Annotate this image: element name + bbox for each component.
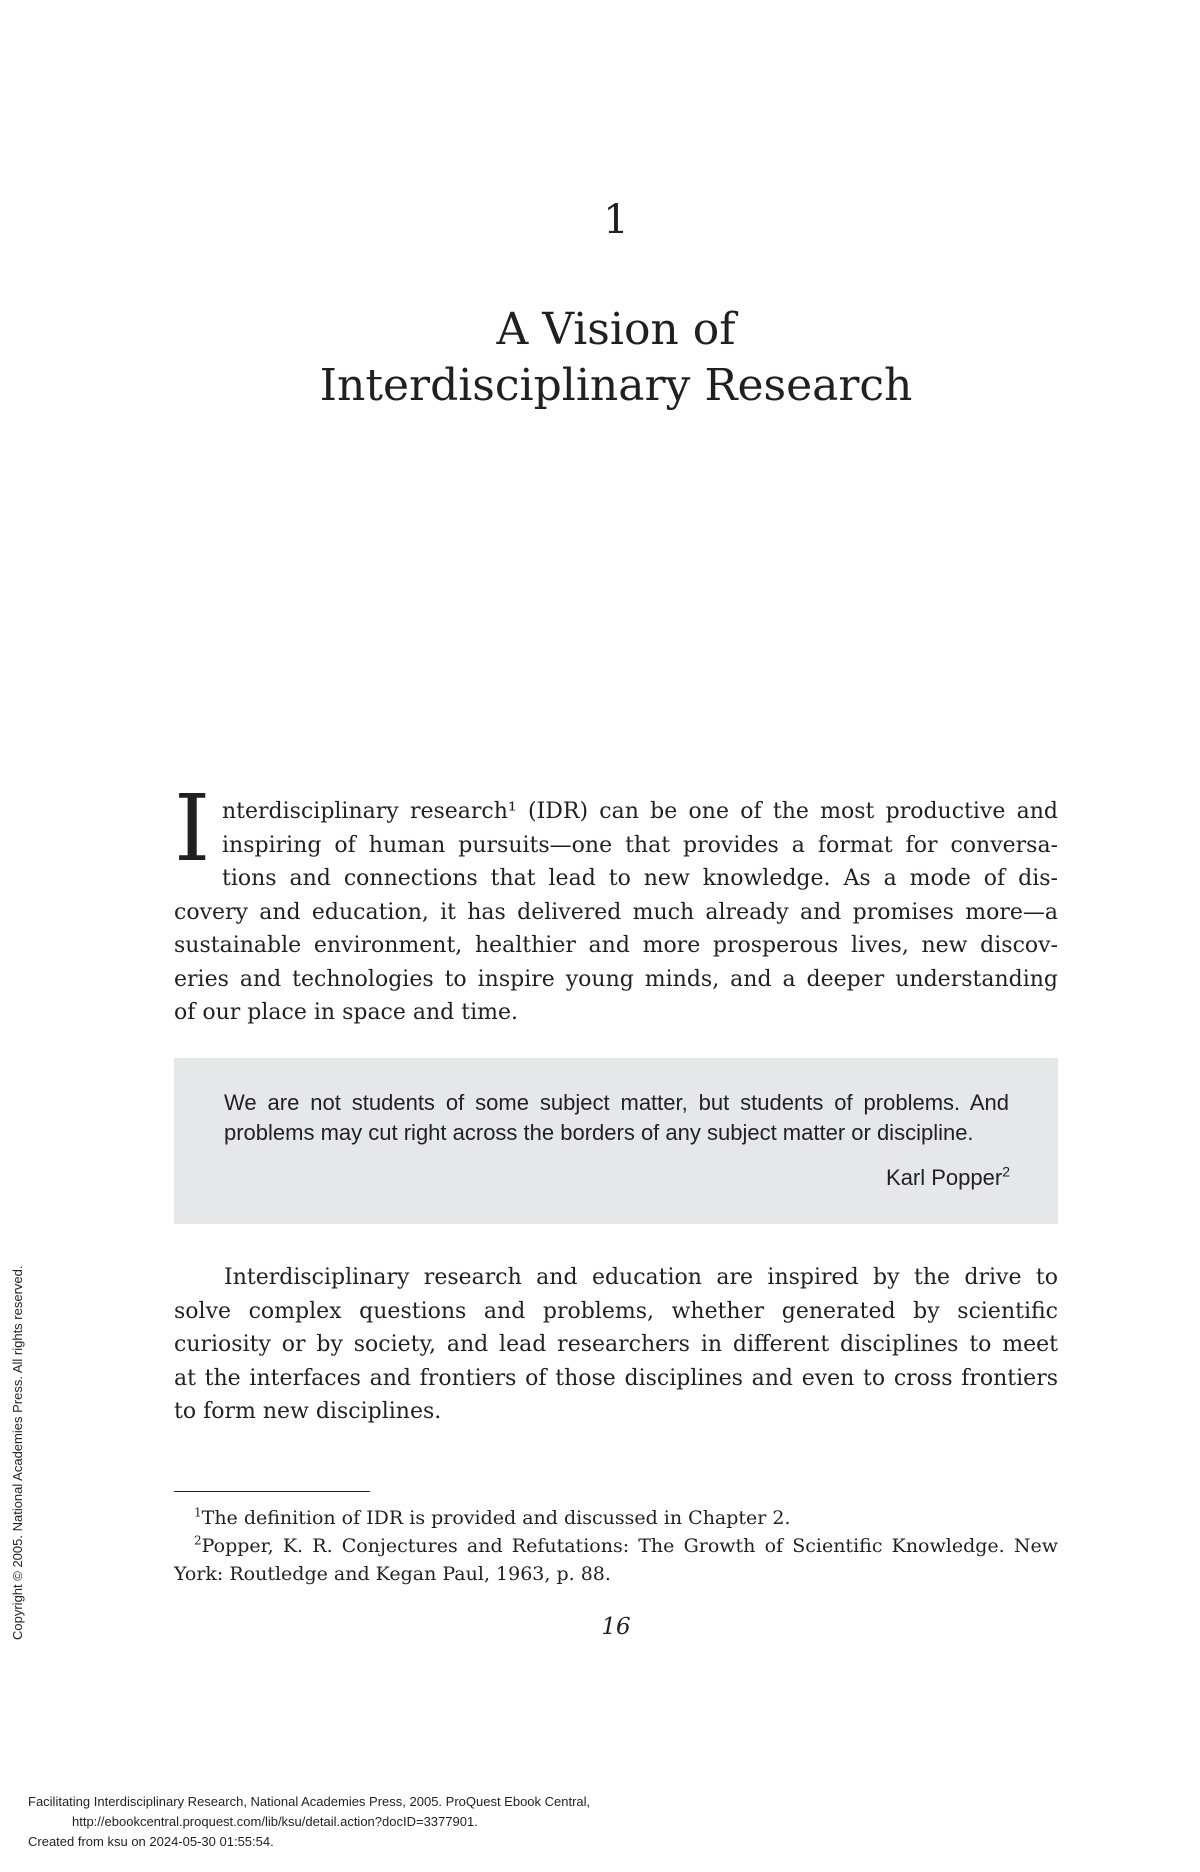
source-footer — [28, 1792, 590, 1852]
epigraph-line: problems may cut right across the borders of any subject matter or discipline. — [224, 1120, 974, 1145]
body-paragraph — [174, 1261, 1058, 1429]
paragraph-line: tions and connections that lead to new knowledge. As a mode of dis- — [222, 866, 1058, 891]
footnote-2-text-line-1: Popper, K. R. Conjectures and Refutations: The Growth of Scientific Knowledge. New — [201, 1535, 1058, 1557]
footnote-marker-2[interactable]: 2 — [1002, 1163, 1010, 1180]
footnote-1 — [174, 1504, 1058, 1532]
footnote-2 — [174, 1532, 1058, 1588]
source-link[interactable]: http://ebookcentral.proquest.com/lib/ksu/detail.action?docID=3377901. — [72, 1814, 478, 1829]
paragraph-line: solve complex questions and problems, whether generated by scientific — [174, 1298, 1058, 1324]
drop-cap: I — [174, 775, 211, 882]
epigraph-line: We are not students of some subject matter, but students of problems. And — [224, 1090, 1009, 1115]
epigraph-quote — [224, 1088, 1009, 1148]
footnote-1-marker: 1 — [194, 1505, 202, 1520]
source-citation: Facilitating Interdisciplinary Research, National Academies Press, 2005. ProQuest Ebook Central, — [28, 1794, 591, 1809]
footnote-2-text-line-2: York: Routledge and Kegan Paul, 1963, p. 88. — [174, 1563, 611, 1585]
paragraph-line: to form new disciplines. — [174, 1399, 442, 1424]
paragraph-line: covery and education, it has delivered much already and promises more—a — [174, 899, 1058, 925]
chapter-title — [0, 302, 1200, 414]
paragraph-line: of our place in space and time. — [174, 1000, 519, 1025]
epigraph-author — [886, 1165, 1010, 1191]
footnote-1-text: The definition of IDR is provided and discussed in Chapter 2. — [201, 1507, 791, 1529]
page-number: 16 — [601, 1614, 631, 1640]
chapter-number: 1 — [603, 197, 629, 243]
paragraph-line: at the interfaces and frontiers of those disciplines and even to cross frontiers — [174, 1365, 1058, 1391]
intro-paragraph — [174, 795, 1058, 1030]
epigraph-author-name: Karl Popper — [886, 1165, 1003, 1190]
paragraph-line: sustainable environment, healthier and more prosperous lives, new discov- — [174, 933, 1058, 958]
chapter-title-line-2: Interdisciplinary Research — [319, 360, 913, 411]
footnote-2-marker: 2 — [194, 1533, 202, 1548]
footnote-divider — [174, 1491, 370, 1492]
paragraph-line: eries and technologies to inspire young minds, and a deeper understanding — [174, 966, 1058, 992]
chapter-title-line-1: A Vision of — [496, 304, 736, 355]
paragraph-line: inspiring of human pursuits—one that provides a format for conversa- — [222, 832, 1058, 858]
epigraph-box — [174, 1058, 1058, 1224]
paragraph-line: curiosity or by society, and lead researchers in different disciplines to meet — [174, 1332, 1058, 1357]
side-copyright-notice: Copyright © 2005. National Academies Press. All rights reserved. — [10, 1265, 25, 1640]
created-timestamp: Created from ksu on 2024-05-30 01:55:54. — [28, 1834, 274, 1849]
paragraph-line: nterdisciplinary research¹ (IDR) can be one of the most productive and — [222, 799, 1058, 824]
paragraph-line: Interdisciplinary research and education are inspired by the drive to — [224, 1265, 1058, 1290]
